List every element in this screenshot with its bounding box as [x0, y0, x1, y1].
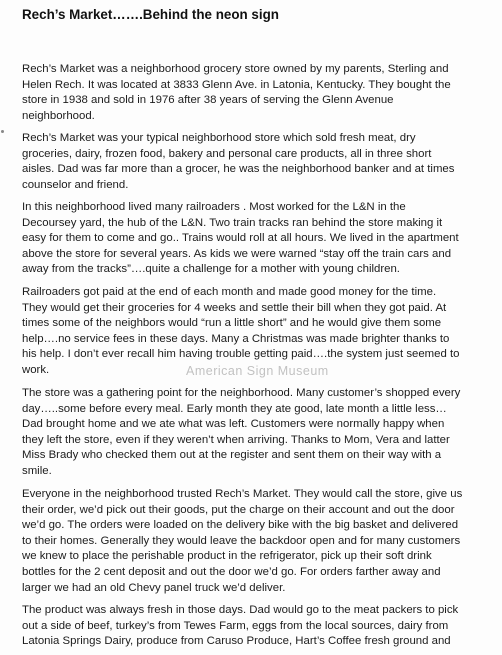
document-title: Rech’s Market…….Behind the neon sign — [22, 7, 279, 22]
text-line: work. — [22, 363, 50, 376]
text-line: away from the tracks”….quite a challenge for a mother with young children. — [22, 263, 400, 276]
text-line: Latonia Springs Dairy, produce from Caruso Produce, Hart’s Coffee fresh ground and — [22, 635, 451, 648]
text-line: Railroaders got paid at the end of each month and made good money for the time. — [22, 286, 437, 298]
text-line: The store was a gathering point for the neighborhood. Many customer’s shopped every — [22, 387, 461, 399]
watermark-text: American Sign Museum — [186, 364, 329, 378]
text-line: neighborhood. — [22, 109, 95, 122]
paragraph-fresh-product — [22, 603, 490, 650]
text-line: we’d go. The orders were loaded on the delivery bike with the big basket and delivered — [22, 519, 459, 532]
text-line: smile. — [22, 464, 52, 477]
paragraph-gathering-point — [22, 386, 490, 480]
text-line: Everyone in the neighborhood trusted Rech’s Market. They would call the store, give us — [22, 488, 463, 500]
text-line: above the store for several years. As kids we were warned “stay off the train cars and — [22, 247, 452, 260]
text-line: Dad brought home and we ate what was left. Customers were normally happy when — [22, 418, 445, 431]
text-line: times some of the neighbors would “run a little short” and he would give them some — [22, 317, 442, 330]
paragraph-railroaders — [22, 200, 490, 278]
text-line: counselor and friend. — [22, 178, 129, 191]
text-line: day…..some before every meal. Early month they ate good, late month a little less… — [22, 402, 447, 415]
text-line: they left the store, even if they weren’t when arriving. Thanks to Mom, Vera and latter — [22, 433, 450, 446]
text-line: easy for them to come and go.. Trains would roll at all hours. We lived in the apartment — [22, 232, 459, 245]
paragraph-store-description — [22, 131, 490, 193]
text-line: Helen Rech. It was located at 3833 Glenn Ave. in Latonia, Kentucky. They bought the — [22, 78, 451, 91]
text-line: bottles for the 2 cent deposit and out the door we’d go. For orders farther away and — [22, 565, 441, 578]
text-line: store in 1938 and sold in 1976 after 38 years of serving the Glenn Avenue — [22, 94, 394, 107]
paragraph-payday — [22, 285, 490, 379]
text-line: groceries, dairy, frozen food, bakery and personal care products, all in three short — [22, 147, 432, 160]
text-line: to their homes. Generally they would leave the backdoor open and for many customers — [22, 534, 461, 547]
text-line: larger we had an old Chevy panel truck we’d deliver. — [22, 581, 286, 594]
text-line: help….no service fees in these days. Many a Christmas was made brighter thanks to — [22, 332, 450, 345]
text-line: In this neighborhood lived many railroaders . Most worked for the L&N in the — [22, 201, 406, 213]
text-line: Miss Brady who checked them out at the register and sent them on their way with a — [22, 449, 442, 462]
text-line: The product was always fresh in those days. Dad would go to the meat packers to pick — [22, 604, 459, 616]
text-line: aisles. Dad was far more than a grocer, he was the neighborhood banker and at times — [22, 163, 455, 176]
paragraph-deliveries — [22, 487, 490, 596]
text-line: out a side of beef, turkey’s from Tewes Farm, eggs from the local sources, dairy from — [22, 619, 449, 632]
text-line: we knew to place the perishable product in the refrigerator, pick up their soft drink — [22, 550, 432, 563]
text-line: his help. I don’t ever recall him having trouble getting paid….the system just seemed to — [22, 348, 460, 361]
text-line: Decoursey yard, the hub of the L&N. Two train tracks ran behind the store making it — [22, 216, 443, 229]
scan-speck — [1, 130, 4, 133]
paragraph-ownership — [22, 62, 490, 124]
text-line: They would get their groceries for 4 weeks and settle their bill when they got paid. At — [22, 301, 447, 314]
text-line: Rech’s Market was a neighborhood grocery store owned by my parents, Sterling and — [22, 63, 449, 75]
text-line: their order, we’d pick out their goods, put the charge on their account and out the door — [22, 503, 455, 516]
text-line: Rech’s Market was your typical neighborhood store which sold fresh meat, dry — [22, 132, 416, 144]
